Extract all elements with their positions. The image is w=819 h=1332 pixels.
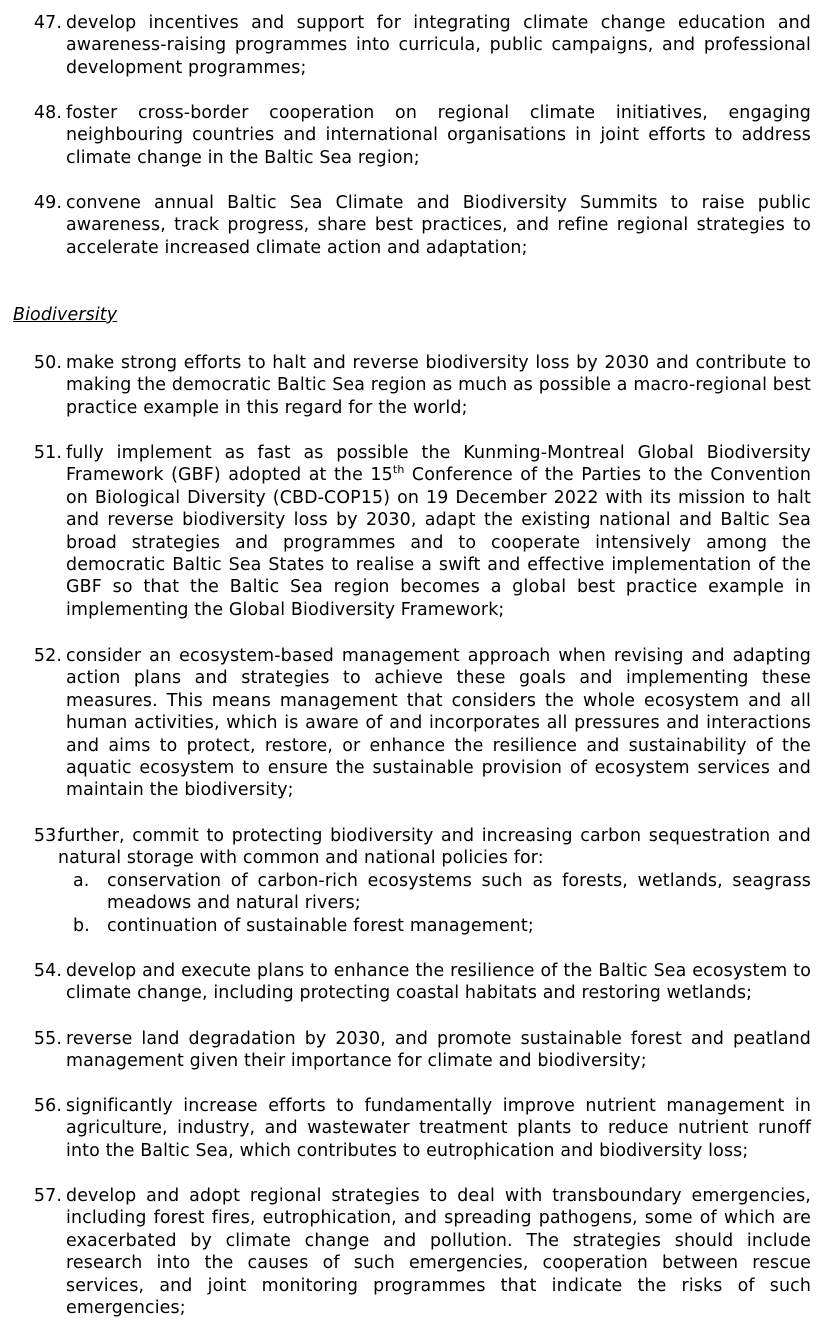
list-item-54 — [20, 960, 811, 1005]
item-text-part-a: fully implement as fast as possible the Kunming-Montreal Global Biodiversity Framework (GBF) adopted at the 15 — [66, 443, 811, 486]
list-item-53 — [20, 825, 811, 870]
item-text: significantly increase efforts to fundamentally improve nutrient management in agriculture, industry, and wastewater treatment plants to reduce nutrient runoff into the Baltic Sea, which contributes to eutrophication and biodiversity loss; — [66, 1096, 811, 1161]
item-text: make strong efforts to halt and reverse biodiversity loss by 2030 and contribute to making the democratic Baltic Sea region as much as possible a macro-regional best practice example in this regard for the world; — [66, 353, 811, 418]
list-item-55 — [20, 1028, 811, 1073]
item-number: 55. — [33, 1029, 62, 1049]
item-text-part-b: Conference of the Parties to the Convention on Biological Diversity (CBD-COP15) on 19 December 2022 with its mission to halt and reverse biodiversity loss by 2030, adapt the existing national and Baltic Sea broad strategies and programmes and to cooperate intensively among the democratic Baltic Sea States to realise a swift and effective implementation of the GBF so that the Baltic Sea region becomes a global best practice example in implementing the Global Biodiversity Framework; — [66, 465, 811, 620]
item-number: 49. — [33, 193, 62, 213]
list-item-57 — [20, 1185, 811, 1319]
item-number: 57. — [33, 1186, 62, 1206]
item-number: 48. — [33, 103, 62, 123]
item-text — [66, 442, 811, 621]
ordinal-superscript: th — [392, 463, 405, 477]
item-text: develop incentives and support for integrating climate change education and awareness-raising programmes into curricula, public campaigns, and professional development programmes; — [66, 13, 811, 78]
list-item-48 — [20, 102, 811, 169]
item-number: 54. — [33, 961, 62, 981]
item-text: foster cross-border cooperation on regional climate initiatives, engaging neighbouring countries and international organisations in joint efforts to address climate change in the Baltic Sea region; — [66, 103, 811, 168]
sub-item-b — [20, 915, 811, 937]
list-item-49 — [20, 192, 811, 259]
item-number: 53. — [33, 826, 62, 846]
sub-item-letter: a. — [73, 871, 90, 891]
sub-item-text: continuation of sustainable forest management; — [107, 916, 534, 936]
list-item-56 — [20, 1095, 811, 1162]
sub-item-letter: b. — [73, 916, 90, 936]
item-text: develop and execute plans to enhance the resilience of the Baltic Sea ecosystem to climate change, including protecting coastal habitats and restoring wetlands; — [66, 961, 811, 1004]
item-number: 51. — [33, 443, 62, 463]
sub-item-a — [20, 870, 811, 915]
list-item-51 — [20, 442, 811, 621]
sub-item-text: conservation of carbon-rich ecosystems such as forests, wetlands, seagrass meadows and natural rivers; — [107, 871, 811, 914]
item-text: consider an ecosystem-based management approach when revising and adapting action plans and strategies to achieve these goals and implementing these measures. This means management that considers the whole ecosystem and all human activities, which is aware of and incorporates all pressures and interactions and aims to protect, restore, or enhance the resilience and sustainability of the aquatic ecosystem to ensure the sustainable provision of ecosystem services and maintain the biodiversity; — [66, 646, 811, 801]
item-number: 50. — [33, 353, 62, 373]
list-item-47 — [20, 12, 811, 79]
item-text: convene annual Baltic Sea Climate and Biodiversity Summits to raise public awareness, track progress, share best practices, and refine regional strategies to accelerate increased climate action and adaptation; — [66, 193, 811, 258]
section-heading-biodiversity: Biodiversity — [13, 305, 118, 325]
list-item-52 — [20, 645, 811, 802]
item-text: reverse land degradation by 2030, and promote sustainable forest and peatland management given their importance for climate and biodiversity; — [66, 1029, 811, 1072]
item-number: 47. — [33, 13, 62, 33]
item-text: develop and adopt regional strategies to deal with transboundary emergencies, including forest fires, eutrophication, and spreading pathogens, some of which are exacerbated by climate change and pollution. The strategies should include research into the causes of such emergencies, cooperation between rescue services, and joint monitoring programmes that indicate the risks of such emergencies; — [66, 1186, 811, 1319]
item-number: 52. — [33, 646, 62, 666]
list-item-50 — [20, 352, 811, 419]
item-number: 56. — [33, 1096, 62, 1116]
item-text: further, commit to protecting biodiversity and increasing carbon sequestration and natural storage with common and national policies for: — [58, 826, 811, 869]
